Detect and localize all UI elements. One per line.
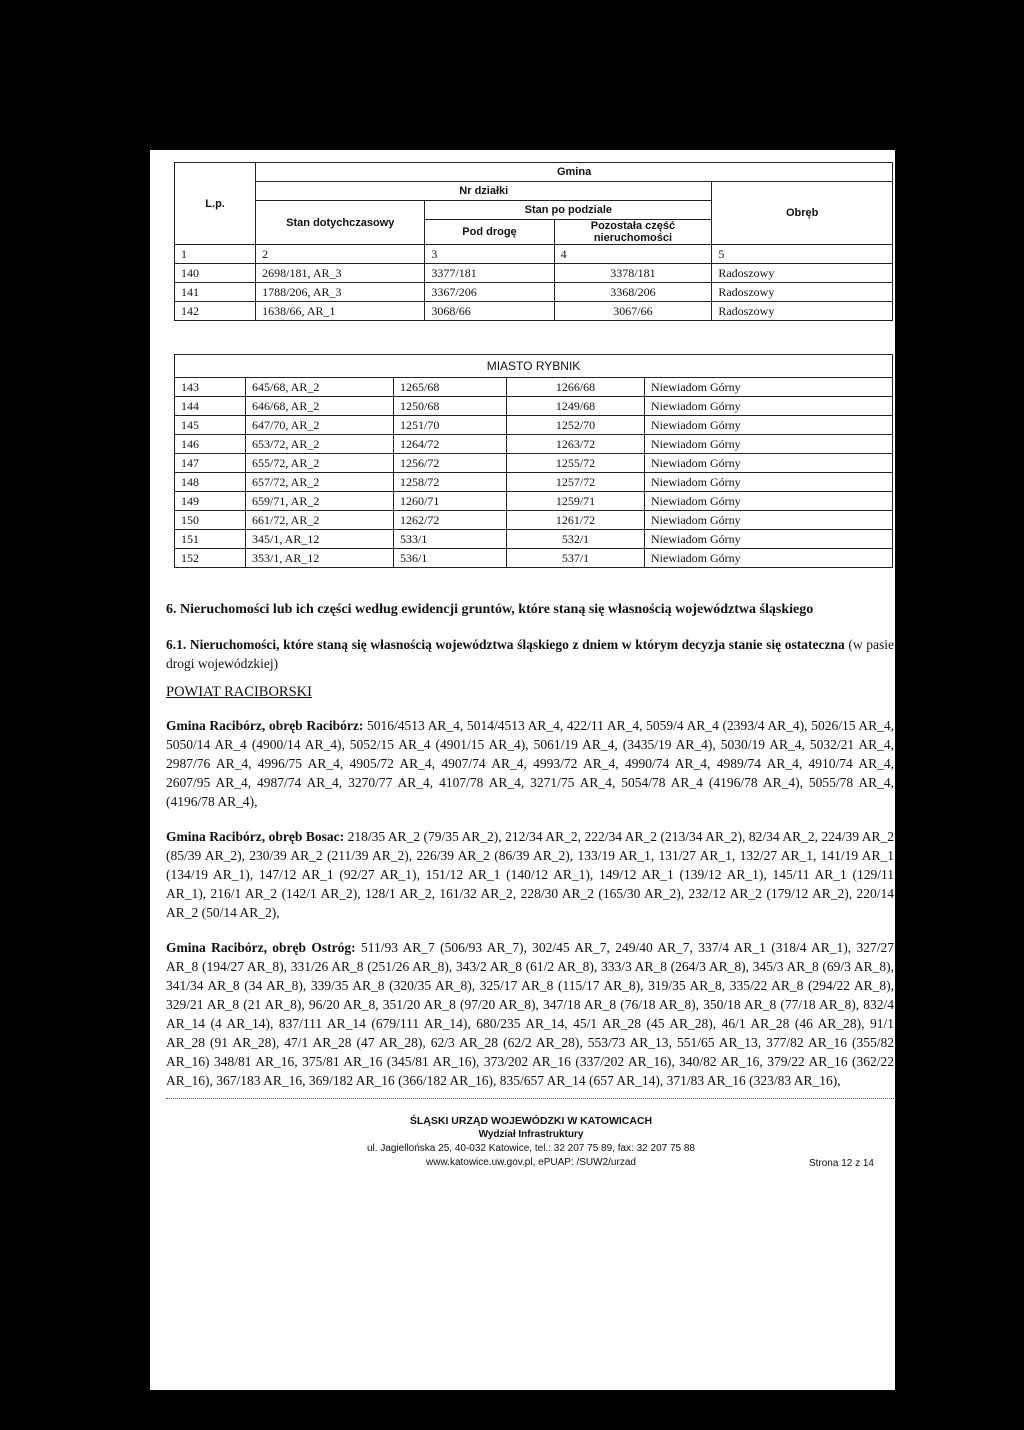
cell-pod-droge: 536/1 [394,549,507,568]
cell-stan: 1638/66, AR_1 [256,302,425,321]
section-6-heading: 6. Nieruchomości lub ich części według ewidencji gruntów, które staną się własnością województwa śląskiego [166,602,814,617]
cell-pozostala: 1261/72 [507,511,645,530]
cell-obreb: Niewiadom Górny [645,416,893,435]
cell-stan: 2698/181, AR_3 [256,264,425,283]
cell-pozostala: 3378/181 [554,264,712,283]
cell-lp: 143 [175,378,246,397]
cell-stan: 647/70, AR_2 [246,416,394,435]
cell-pozostala: 1259/71 [507,492,645,511]
cell-pod-droge: 1258/72 [394,473,507,492]
cell-pozostala: 3368/206 [554,283,712,302]
header-pod-droge: Pod drogę [425,220,554,245]
page-number: Strona 12 z 14 [808,1158,874,1169]
cell-stan: 1788/206, AR_3 [256,283,425,302]
cell-pozostala: 1255/72 [507,454,645,473]
footer-address: ul. Jagiellońska 25, 40-032 Katowice, tel.: 32 207 75 89, fax: 32 207 75 88 [366,1143,695,1154]
cell-stan: 659/71, AR_2 [246,492,394,511]
cell-lp: 140 [175,264,256,283]
cell-obreb: Niewiadom Górny [645,530,893,549]
table-row [175,397,893,416]
cell-lp: 146 [175,435,246,454]
cell-obreb: Niewiadom Górny [645,397,893,416]
table-row [175,378,893,397]
cell-obreb: Niewiadom Górny [645,454,893,473]
cell-lp: 151 [175,530,246,549]
cell-pod-droge: 1260/71 [394,492,507,511]
cell-stan: 353/1, AR_12 [246,549,394,568]
cell-lp: 142 [175,302,256,321]
cell-stan: 646/68, AR_2 [246,397,394,416]
paragraph-text: 5016/4513 AR_4, 5014/4513 AR_4, 422/11 AR_4, 5059/4 AR_4 (2393/4 AR_4), 5026/15 AR_4, 5050/14 AR_4 (4900/14 AR_4), 5052/15 AR_4 (4901/15 AR_4), 5061/19 AR_4, (3435/19 AR_4), 5030/19 AR_4, 5032/21 AR_4, 2987/76 AR_4, 4996/75 AR_4, 4905/72 AR_4, 4907/74 AR_4, 4993/72 AR_4, 4990/74 AR_4, 4989/74 AR_4, 4910/74 AR_4, 2607/95 AR_4, 4987/74 AR_4, 3270/77 AR_4, 4107/78 AR_4, 3271/75 AR_4, 5054/78 AR_4 (4196/78 AR_4), 5055/78 AR_4, (4196/78 AR_4), [166,718,894,809]
cell-obreb: Radoszowy [712,302,893,321]
cell-pod-droge: 1262/72 [394,511,507,530]
section-6 [166,600,894,1106]
cell-stan: 345/1, AR_12 [246,530,394,549]
table-row [175,283,893,302]
cell-pozostala: 1257/72 [507,473,645,492]
column-numbers-row [175,245,893,264]
footer-department: Wydział Infrastruktury [478,1129,584,1140]
powiat-heading: POWIAT RACIBORSKI [166,684,312,700]
cell-pozostala: 1249/68 [507,397,645,416]
paragraph-text: 511/93 AR_7 (506/93 AR_7), 302/45 AR_7, 249/40 AR_7, 337/4 AR_1 (318/4 AR_1), 327/27 AR_8 (194/27 AR_8), 331/26 AR_8 (251/26 AR_8), 343/2 AR_8 (61/2 AR_8), 333/3 AR_8 (264/3 AR_8), 345/3 AR_8 (69/3 AR_8), 341/34 AR_8 (34 AR_8), 339/35 AR_8 (320/35 AR_8), 325/17 AR_8 (115/17 AR_8), 319/35 AR_8, 335/22 AR_8 (294/22 AR_8), 329/21 AR_8 (21 AR_8), 96/20 AR_8, 351/20 AR_8 (97/20 AR_8), 347/18 AR_8 (76/18 AR_8), 350/18 AR_8 (77/18 AR_8), 832/4 AR_14 (4 AR_14), 837/111 AR_14 (679/111 AR_14), 680/235 AR_14, 45/1 AR_28 (45 AR_28), 46/1 AR_28 (46 AR_28), 91/1 AR_28 (91 AR_28), 47/1 AR_28 (47 AR_28), 62/3 AR_28 (62/2 AR_28), 553/73 AR_13, 551/65 AR_13, 377/82 AR_16 (355/82 AR_16) 348/81 AR_16, 375/81 AR_16 (345/81 AR_16), 373/202 AR_16 (337/202 AR_16), 340/82 AR_16, 379/22 AR_16 (362/22 AR_16), 367/183 AR_16, 369/182 AR_16 (366/182 AR_16), 835/657 AR_14 (657 AR_14), 371/83 AR_16 (323/83 AR_16), [166,940,894,1088]
section-6-1-normal: (w pasie drogi wojewódzkiej) [166,637,895,671]
section-6-1-heading [166,635,894,673]
col-number: 3 [425,245,554,264]
paragraph-label: Gmina Racibórz, obręb Racibórz: [166,718,364,733]
cell-lp: 149 [175,492,246,511]
cell-obreb: Niewiadom Górny [645,492,893,511]
cell-pozostala: 537/1 [507,549,645,568]
parcel-table-top [174,162,893,321]
header-stan-po-podziale: Stan po podziale [425,201,712,220]
cell-obreb: Niewiadom Górny [645,549,893,568]
cell-stan: 653/72, AR_2 [246,435,394,454]
paragraph-ostrog [166,938,894,1090]
col-number: 5 [712,245,893,264]
cell-lp: 148 [175,473,246,492]
footer [166,1114,896,1170]
cell-pod-droge: 1265/68 [394,378,507,397]
cell-lp: 141 [175,283,256,302]
cell-pod-droge: 1256/72 [394,454,507,473]
paragraph-raciborz [166,716,894,811]
cell-obreb: Niewiadom Górny [645,435,893,454]
paragraph-bosac [166,827,894,922]
header-pozostala: Pozostała część nieruchomości [554,220,712,245]
cell-pozostala: 1252/70 [507,416,645,435]
cell-lp: 147 [175,454,246,473]
table-row [175,511,893,530]
cell-stan: 661/72, AR_2 [246,511,394,530]
table-row [175,416,893,435]
cell-lp: 150 [175,511,246,530]
cell-stan: 655/72, AR_2 [246,454,394,473]
cell-pozostala: 3067/66 [554,302,712,321]
cell-lp: 152 [175,549,246,568]
header-stan-dotychczasowy: Stan dotychczasowy [256,201,425,245]
cell-obreb: Radoszowy [712,264,893,283]
col-number: 2 [256,245,425,264]
table-row [175,454,893,473]
table-row [175,435,893,454]
cell-obreb: Radoszowy [712,283,893,302]
col-number: 1 [175,245,256,264]
footer-divider [166,1098,896,1099]
footer-web: www.katowice.uw.gov.pl, ePUAP: /SUW2/urzad [426,1157,636,1168]
paragraph-text: 218/35 AR_2 (79/35 AR_2), 212/34 AR_2, 222/34 AR_2 (213/34 AR_2), 82/34 AR_2, 224/39 AR_2 (85/39 AR_2), 230/39 AR_2 (211/39 AR_2), 226/39 AR_2 (86/39 AR_2), 133/19 AR_1, 131/27 AR_1, 132/27 AR_1, 141/19 AR_1 (134/19 AR_1), 147/12 AR_1 (92/27 AR_1), 151/12 AR_1 (140/12 AR_1), 149/12 AR_1 (139/12 AR_1), 145/11 AR_1 (129/11 AR_1), 216/1 AR_2 (142/1 AR_2), 128/1 AR_2, 161/32 AR_2, 228/30 AR_2 (165/30 AR_2), 232/12 AR_2 (179/12 AR_2), 220/14 AR_2 (50/14 AR_2), [166,829,894,920]
cell-obreb: Niewiadom Górny [645,511,893,530]
cell-pod-droge: 1251/70 [394,416,507,435]
cell-lp: 144 [175,397,246,416]
cell-pozostala: 532/1 [507,530,645,549]
header-gmina: Gmina [256,163,893,182]
cell-obreb: Niewiadom Górny [645,378,893,397]
table-row [175,492,893,511]
cell-pozostala: 1266/68 [507,378,645,397]
header-nr-dzialki: Nr działki [256,182,712,201]
cell-pod-droge: 3377/181 [425,264,554,283]
cell-pod-droge: 3367/206 [425,283,554,302]
paragraph-label: Gmina Racibórz, obręb Bosac: [166,829,345,844]
cell-stan: 645/68, AR_2 [246,378,394,397]
cell-obreb: Niewiadom Górny [645,473,893,492]
col-number: 4 [554,245,712,264]
header-lp: L.p. [175,163,256,245]
section-title-rybnik: MIASTO RYBNIK [175,355,893,378]
cell-pod-droge: 1264/72 [394,435,507,454]
cell-stan: 657/72, AR_2 [246,473,394,492]
cell-pod-droge: 533/1 [394,530,507,549]
table-row [175,530,893,549]
table-row [175,264,893,283]
table-row [175,302,893,321]
table-row [175,549,893,568]
table-row [175,473,893,492]
cell-pozostala: 1263/72 [507,435,645,454]
footer-office: ŚLĄSKI URZĄD WOJEWÓDZKI W KATOWICACH [409,1115,653,1127]
paragraph-label: Gmina Racibórz, obręb Ostróg: [166,940,356,955]
cell-pod-droge: 3068/66 [425,302,554,321]
header-obreb: Obręb [712,182,893,245]
parcel-table-rybnik [174,354,893,568]
cell-lp: 145 [175,416,246,435]
section-6-1-bold: 6.1. Nieruchomości, które staną się własnością województwa śląskiego z dniem w którym decyzja stanie się ostateczna [166,637,845,652]
cell-pod-droge: 1250/68 [394,397,507,416]
